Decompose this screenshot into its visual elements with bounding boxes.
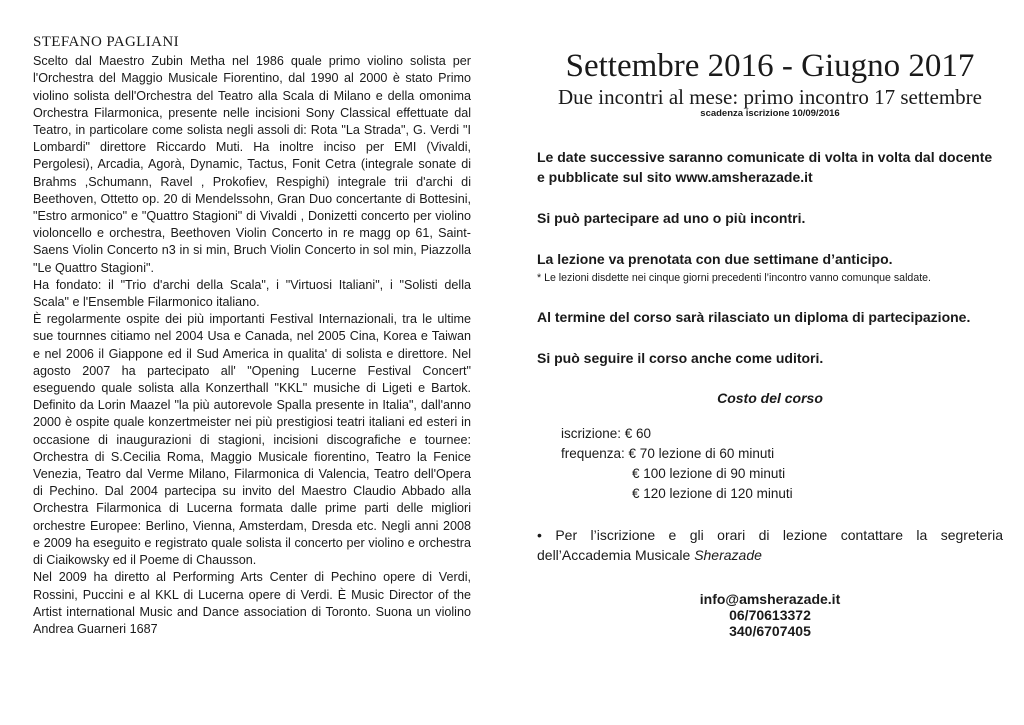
bio-paragraph-conducting: Nel 2009 ha diretto al Performing Arts Center di Pechino opere di Verdi, Rossini, Puccini e al KKL di Lucerna opere di Verdi. È Music Director of the Artist international Music and Dance association di Toronto. Suona un violino Andrea Guarneri 1687 — [33, 570, 471, 636]
cost-title: Costo del corso — [717, 390, 823, 406]
author-name: STEFANO PAGLIANI — [33, 34, 179, 50]
notice-dates: Le date successive saranno comunicate di volta in volta dal docente e pubblicate sul sito www.amsherazade.it — [537, 149, 993, 185]
course-subtitle: Due incontri al mese: primo incontro 17 settembre — [558, 85, 982, 109]
notice-participation: Si può partecipare ad uno o più incontri. — [537, 210, 806, 226]
bio-paragraph-festivals: È regolarmente ospite dei più importanti Festival Internazionali, tra le ultime sue tournnes citiamo nel 2004 Usa e Canada, nel 2005 Cina, Korea e Taiwan e nel 2006 il Giappone ed il Sud America in qualita' di solista e direttore. Nel agosto 2007 ha partecipato all' "Opening Lucerne Festival Concert" eseguendo quale solista alla Konzerthall "KKL" musiche di Ligeti e Bartok. Definito da Lorin Maazel "la più autorevole Spalla presente in Italia", dall'anno 2000 è ospite quale konzertmeister nei più prestigiosi teatri italiani ed esteri in occasione di inaugurazioni di stagioni, incisioni discografiche e tournee: Orchestra di S.Cecilia Roma, Maggio Musicale fiorentino, Teatro la Fenice Venezia, Teatro dal Verme Milano, Filarmonica di Valencia, Teatro dell'Opera di Pechino. Dal 2004 partecipa su invito del Maestro Claudio Abbado alla Orchestra Filarmonica di Lucerna formata dalle prime parti delle migliori orchestre Europee: Berlino, Vienna, Amsterdam, Dresda etc. Negli anni 2008 e 2009 ha eseguito e registrato quale solista il concerto per violino e orchestra di Ciaikowsky ed il Poeme di Chausson. — [33, 312, 471, 568]
cost-lesson-60: frequenza: € 70 lezione di 60 minuti — [561, 446, 775, 461]
contact-info-text: • Per l’iscrizione e gli orari di lezione contattare la segreteria dell’Accademia Musicale — [537, 527, 1003, 563]
bio-paragraph-career: Scelto dal Maestro Zubin Metha nel 1986 quale primo violino solista per l'Orchestra del Maggio Musicale Fiorentino, dal 1990 al 2000 è stato Primo violino solista dell'Orchestra del Teatro alla Scala di Milano e della omonima Orchestra Filarmonica, presente nelle incisioni Sony Classical effettuate dal Teatro, in particolare come solista negli assoli di: Rota "La Strada", G. Verdi "I Lombardi" direttore Riccardo Muti. Ha inoltre inciso per EMI (Vivaldi, Pergolesi), Arcadia, Agorà, Dynamic, Tactus, Fonit Cetra (integrale sonate di Brahms ,Schumann, Ravel , Prokofiev, Respighi) integrale trii d'archi di Beethoven, Ottetto op. 20 di Mendelssohn, Gran Duo concertante di Bottesini, "Estro armonico" e "Quattro Stagioni" di Vivaldi , Donizetti concerto per violino violoncello e orchestra, Beethoven Violin Concerto in re magg op 61, Saint-Saens Violin Concerto n3 in si min, Bruch Violin Concerto in sol min, Piazzolla "Le Quattro Stagioni". — [33, 54, 471, 275]
registration-deadline: scadenza iscrizione 10/09/2016 — [700, 108, 840, 119]
contact-phone-landline[interactable]: 06/70613372 — [729, 607, 811, 623]
cost-list — [537, 424, 1003, 504]
contact-block — [537, 591, 1003, 639]
contact-email[interactable]: info@amsherazade.it — [699, 591, 841, 607]
cost-registration: iscrizione: € 60 — [561, 426, 652, 441]
course-column — [537, 46, 1003, 639]
academy-name: Sherazade — [694, 547, 762, 563]
cost-lesson-90: € 100 lezione di 90 minuti — [632, 466, 786, 481]
notice-booking: La lezione va prenotata con due settimane d’anticipo. — [537, 251, 893, 267]
bio-paragraph-founded: Ha fondato: il "Trio d'archi della Scala", i "Virtuosi Italiani", i "Solisti della Scala" e l'Ensemble Filarmonico italiano. — [33, 277, 471, 310]
notice-auditors: Si può seguire il corso anche come uditori. — [537, 350, 824, 366]
contact-info-paragraph — [537, 525, 1003, 565]
course-title: Settembre 2016 - Giugno 2017 — [565, 48, 975, 84]
cost-lesson-120: € 120 lezione di 120 minuti — [632, 486, 793, 501]
notice-diploma: Al termine del corso sarà rilasciato un diploma di partecipazione. — [537, 309, 971, 325]
biography-column — [33, 34, 471, 638]
cancellation-footnote: * Le lezioni disdette nei cinque giorni precedenti l’incontro vanno comunque saldate. — [537, 272, 931, 284]
contact-phone-mobile[interactable]: 340/6707405 — [729, 623, 811, 639]
